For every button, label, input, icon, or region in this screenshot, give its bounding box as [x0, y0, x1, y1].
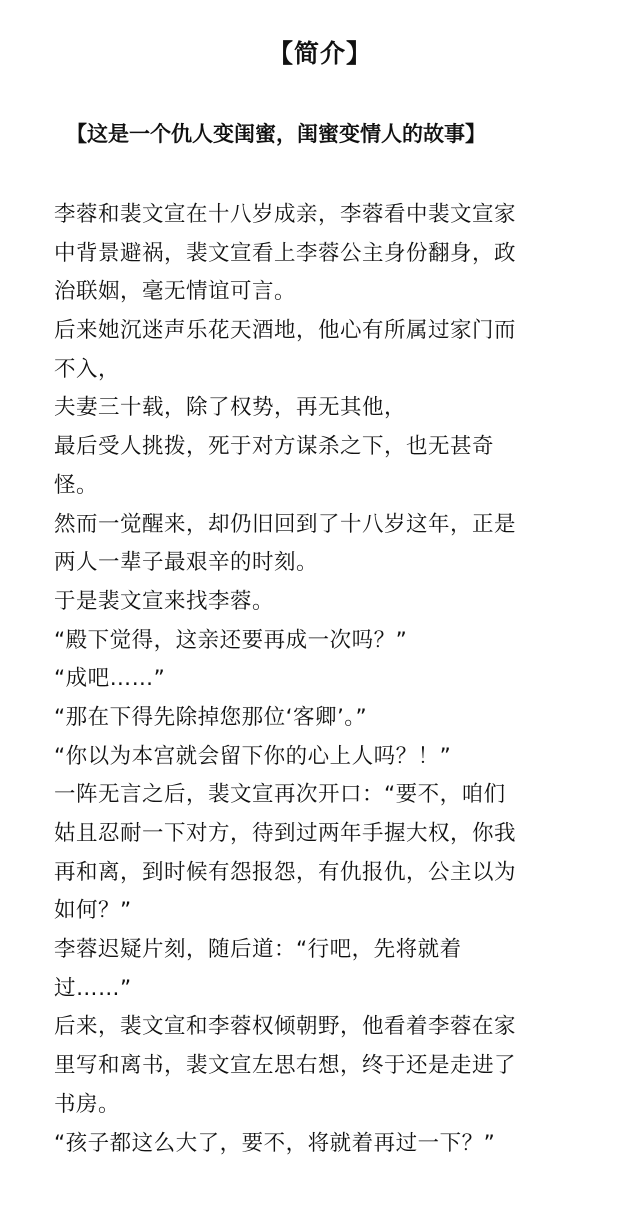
text-line: 如何？”: [54, 898, 132, 924]
text-line: “成吧……”: [54, 666, 166, 692]
text-line: “那在下得先除掉您那位‘客卿’。”: [54, 704, 368, 730]
text-line: 书房。: [54, 1091, 121, 1117]
page-subtitle: 【这是一个仇人变闺蜜，闺蜜变情人的故事】: [66, 122, 486, 146]
text-line: 最后受人挑拨，死于对方谋杀之下，也无甚奇: [54, 434, 495, 460]
page-title: 【简介】: [267, 39, 372, 68]
text-line: “你以为本宫就会留下你的心上人吗？！”: [54, 743, 452, 769]
text-line: 后来她沉迷声乐花天酒地，他心有所属过家门而: [54, 318, 517, 344]
text-line: 治联姻，毫无情谊可言。: [54, 279, 297, 305]
text-line: 一阵无言之后，裴文宣再次开口：“要不，咱们: [54, 782, 506, 808]
text-line: 然而一觉醒来，却仍旧回到了十八岁这年，正是: [54, 511, 517, 537]
text-line: 里写和离书，裴文宣左思右想，终于还是走进了: [54, 1053, 517, 1079]
text-line: “孩子都这么大了，要不，将就着再过一下？”: [54, 1130, 496, 1156]
text-line: 中背景避祸，裴文宣看上李蓉公主身份翻身，政: [54, 240, 517, 266]
text-line: 李蓉和裴文宣在十八岁成亲，李蓉看中裴文宣家: [54, 202, 517, 227]
text-line: 再和离，到时候有怨报怨，有仇报仇，公主以为: [54, 859, 517, 885]
text-line: 后来，裴文宣和李蓉权倾朝野，他看着李蓉在家: [54, 1014, 517, 1040]
text-line: 夫妻三十载，除了权势，再无其他，: [54, 395, 407, 421]
text-line: 李蓉迟疑片刻，随后道：“行吧，先将就着: [54, 937, 462, 963]
text-line: 不入，: [54, 356, 121, 382]
text-line: 两人一辈子最艰辛的时刻。: [54, 550, 319, 576]
text-line: “殿下觉得，这亲还要再成一次吗？”: [54, 627, 408, 653]
synopsis-body: [54, 196, 594, 1163]
text-line: 姑且忍耐一下对方，待到过两年手握大权，你我: [54, 821, 517, 846]
text-line: 过……”: [54, 975, 132, 1001]
text-line: 怪。: [54, 472, 99, 498]
text-line: 于是裴文宣来找李蓉。: [54, 588, 275, 614]
